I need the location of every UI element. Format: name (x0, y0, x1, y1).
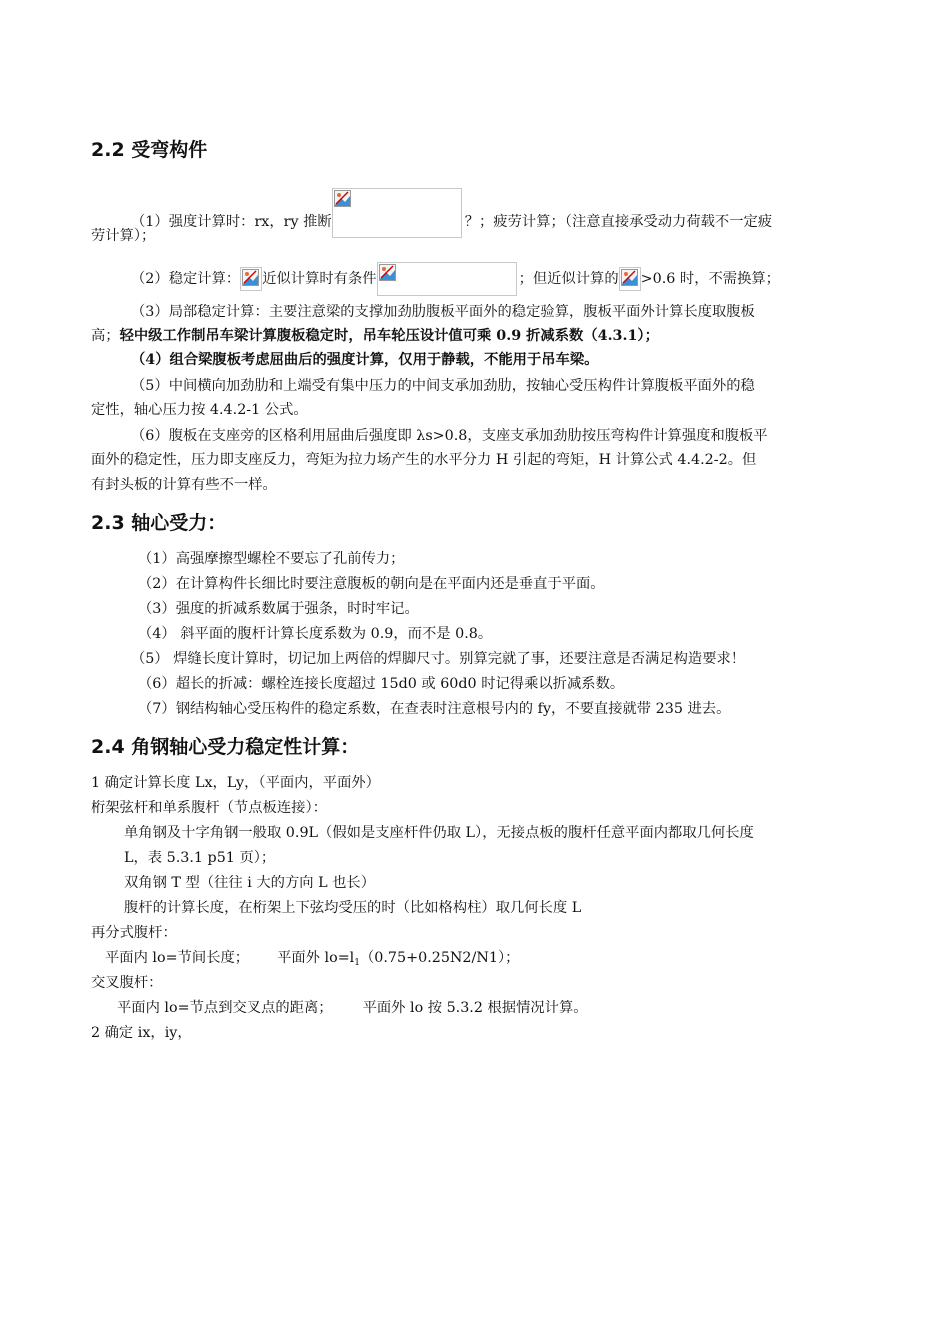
para-1-text-a: （1）强度计算时：rx，ry 推断 (131, 214, 332, 230)
line-1: 1 确定计算长度 Lx，Ly，（平面内，平面外） (91, 775, 380, 791)
para-1-line-1 (131, 188, 772, 238)
formula-image-3 (377, 262, 517, 296)
line-9-text-b: 平面外 lo 按 5.3.2 根据情况计算。 (362, 1000, 588, 1016)
line-3a: 单角钢及十字角钢一般取 0.9L（假如是支座杆件仍取 L），无接点板的腹杆任意平面内都取几何长度 (124, 825, 754, 841)
para-2-text-b: 近似计算时有条件 (262, 271, 377, 287)
line-10: 2 确定 ix，iy， (91, 1025, 192, 1041)
para-3-line-1: （3）局部稳定计算：主要注意梁的支撑加劲肋腹板平面外的稳定验算，腹板平面外计算长度取腹板 (131, 304, 755, 320)
line-9 (117, 998, 588, 1018)
line-7-text-a: 平面内 lo=节间长度； (105, 950, 250, 966)
line-5: 腹杆的计算长度，在桁架上下弦均受压的时（比如格构柱）取几何长度 L (124, 900, 582, 916)
broken-image-icon (242, 269, 259, 286)
list-item: （5） 焊缝长度计算时，切记加上两倍的焊脚尺寸。别算完就了事，还要注意是否满足构造要求！ (131, 651, 746, 667)
para-6-line-1: （6）腹板在支座旁的区格利用屈曲后强度即 λs>0.8，支座支承加劲肋按压弯构件计算强度和腹板平 (131, 428, 768, 444)
line-7-text-b: 平面外 lo=l (277, 950, 355, 966)
para-1-text-b: ？；疲劳计算；（注意直接承受动力荷载不一定疲 (464, 214, 773, 230)
line-9-text-a: 平面内 lo=节点到交叉点的距离； (117, 1000, 333, 1016)
formula-image-4 (619, 267, 641, 291)
line-7-text-c: （0.75+0.25N2/N1）； (359, 950, 520, 966)
para-5-line-2: 定性，轴心压力按 4.4.2-1 公式。 (91, 402, 308, 418)
para-2-text-a: （2）稳定计算： (131, 271, 241, 287)
para-3-line-2 (91, 326, 659, 346)
list-item: （1）高强摩擦型螺栓不要忘了孔前传力； (138, 551, 405, 567)
list-item: （4） 斜平面的腹杆计算长度系数为 0.9，而不是 0.8。 (138, 626, 493, 642)
para-3-bold-text: 轻中级工作制吊车梁计算腹板稳定时，吊车轮压设计值可乘 0.9 折减系数（4.3.1）； (119, 328, 659, 344)
broken-image-icon (334, 190, 351, 207)
para-2 (131, 262, 780, 296)
line-7-subscript: 1 (354, 958, 360, 968)
para-6-line-3: 有封头板的计算有些不一样。 (91, 477, 277, 493)
list-item: （3）强度的折减系数属于强条，时时牢记。 (138, 601, 419, 617)
list-item: （6）超长的折减：螺栓连接长度超过 15d0 或 60d0 时记得乘以折减系数。 (138, 676, 625, 692)
section-heading-2-4: 2.4 角钢轴心受力稳定性计算： (91, 736, 360, 758)
line-3b: L，表 5.3.1 p51 页）； (124, 850, 276, 866)
broken-image-icon (379, 264, 396, 281)
line-8: 交叉腹杆： (91, 975, 163, 991)
para-5-line-1: （5）中间横向加劲肋和上端受有集中压力的中间支承加劲肋，按轴心受压构件计算腹板平面外的稳 (131, 378, 755, 394)
para-6-line-2: 面外的稳定性，压力即支座反力，弯矩为拉力场产生的水平分力 H 引起的弯矩，H 计算公式 4.4.2-2。但 (91, 452, 757, 468)
list-item: （2）在计算构件长细比时要注意腹板的朝向是在平面内还是垂直于平面。 (138, 576, 605, 592)
list-item: （7）钢结构轴心受压构件的稳定系数，在查表时注意根号内的 fy，不要直接就带 235 进去。 (138, 701, 731, 717)
line-2: 桁架弦杆和单系腹杆（节点板连接）： (91, 800, 327, 816)
para-1-line-2: 劳计算）； (91, 228, 156, 244)
line-4: 双角钢 T 型（往往 i 大的方向 L 也长） (124, 875, 376, 891)
para-4: （4）组合梁腹板考虑屈曲后的强度计算，仅用于静载，不能用于吊车梁。 (131, 352, 599, 368)
section-heading-2-3: 2.3 轴心受力： (91, 512, 227, 534)
section-heading-2-2: 2.2 受弯构件 (91, 139, 208, 161)
formula-image-2 (240, 267, 262, 291)
broken-image-icon (621, 269, 638, 286)
para-2-text-c: ；但近似计算的 (518, 271, 619, 287)
line-7 (105, 948, 519, 973)
formula-image-1 (332, 188, 462, 238)
line-6: 再分式腹杆： (91, 925, 177, 941)
para-3-text-b: 高； (91, 328, 120, 344)
para-2-text-d: >0.6 时，不需换算； (640, 271, 780, 287)
